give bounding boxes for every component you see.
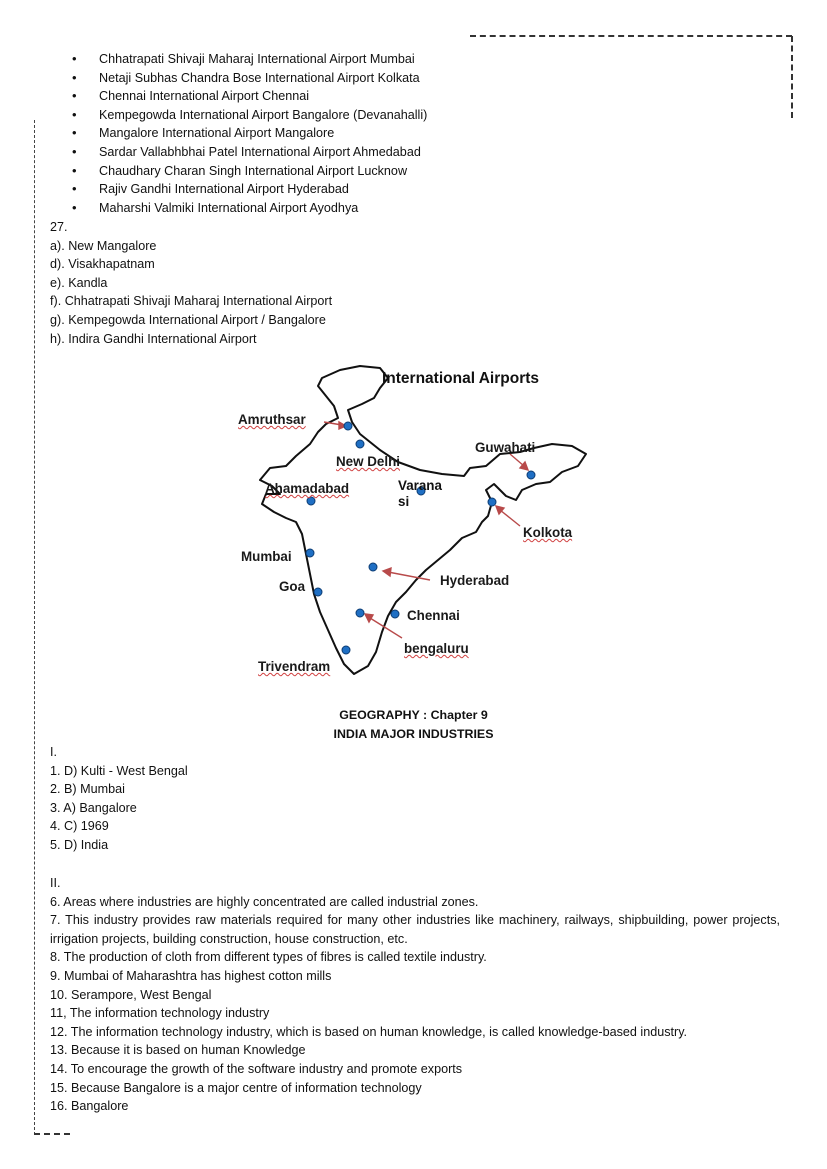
airports-bullet-list: [72, 50, 427, 217]
list-item: • Chhatrapati Shivaji Maharaj International Airport Mumbai: [72, 50, 427, 69]
section-2-answers: [50, 874, 780, 1116]
label-guwahati: Guwahati: [475, 440, 536, 455]
marker-amrutsar: [344, 422, 352, 430]
label-varanasi: Varana si: [398, 478, 442, 509]
answer-line: 4. C) 1969: [50, 819, 109, 834]
list-item: • Netaji Subhas Chandra Bose International Airport Kolkata: [72, 69, 427, 88]
answer-line: a). New Mangalore: [50, 238, 157, 253]
arrowhead-bengaluru: [365, 614, 373, 622]
list-item: • Sardar Vallabhbhai Patel International Airport Ahmedabad: [72, 143, 427, 162]
marker-mumbai: [306, 549, 314, 557]
question-number: 27.: [50, 220, 68, 234]
answer-line: 3. A) Bangalore: [50, 800, 137, 815]
label-mumbai: Mumbai: [241, 549, 292, 564]
answer-line: 7. This industry provides raw materials required for many other industries like machinery, railways, shipbuilding, power projects, irrigation projects, building construction, house construction, etc.: [50, 913, 780, 946]
label-chennai: Chennai: [407, 608, 460, 623]
answer-line: 16. Bangalore: [50, 1099, 129, 1114]
label-bengaluru: bengaluru: [404, 641, 469, 656]
label-kolkata: Kolkota: [523, 525, 573, 540]
page-border-bottom: [34, 1133, 70, 1135]
answer-line: h). Indira Gandhi International Airport: [50, 331, 257, 346]
arrowhead-hyderabad: [383, 568, 391, 576]
answer-line: 8. The production of cloth from different types of fibres is called textile industry.: [50, 950, 487, 965]
answer-line: 15. Because Bangalore is a major centre of information technology: [50, 1080, 422, 1095]
marker-goa: [314, 588, 322, 596]
marker-trivandrum: [342, 646, 350, 654]
marker-chennai: [391, 610, 399, 618]
india-airports-map: [230, 362, 600, 682]
label-trivandrum: Trivendram: [258, 659, 331, 674]
answer-line: d). Visakhapatnam: [50, 257, 155, 272]
marker-ahmedabad: [307, 497, 315, 505]
answer-line: 12. The information technology industry, which is based on human knowledge, is called knowledge-based industry.: [50, 1024, 688, 1039]
label-ahmedabad: Ahamadabad: [265, 481, 350, 496]
q27-answers: [50, 218, 332, 348]
marker-hyderabad: [369, 563, 377, 571]
label-new-delhi: New Delhi: [336, 454, 400, 469]
answer-line: 11, The information technology industry: [50, 1006, 270, 1021]
india-outline: [260, 366, 586, 674]
list-item: • Chennai International Airport Chennai: [72, 87, 427, 106]
answer-line: 6. Areas where industries are highly concentrated are called industrial zones.: [50, 894, 479, 909]
india-outline-svg: [230, 362, 600, 682]
list-item: • Kempegowda International Airport Bangalore (Devanahalli): [72, 106, 427, 125]
label-goa: Goa: [279, 579, 306, 594]
marker-new-delhi: [356, 440, 364, 448]
section-1-answers: [50, 743, 188, 855]
list-item: • Chaudhary Charan Singh International Airport Lucknow: [72, 162, 427, 181]
arrow-guwahati: [510, 454, 524, 466]
answer-line: f). Chhatrapati Shivaji Maharaj International Airport: [50, 294, 333, 309]
arrow-kolkata: [500, 510, 520, 526]
answer-line: 1. D) Kulti - West Bengal: [50, 763, 188, 778]
list-item: • Mangalore International Airport Mangalore: [72, 124, 427, 143]
answer-line: g). Kempegowda International Airport / Bangalore: [50, 312, 326, 327]
answer-line: 9. Mumbai of Maharashtra has highest cotton mills: [50, 968, 332, 983]
chapter-title: INDIA MAJOR INDUSTRIES: [333, 727, 494, 741]
answer-line: 14. To encourage the growth of the software industry and promote exports: [50, 1061, 463, 1076]
marker-bengaluru: [356, 609, 364, 617]
label-amrutsar: Amruthsar: [238, 412, 306, 427]
marker-guwahati: [527, 471, 535, 479]
answer-line: 10. Serampore, West Bengal: [50, 987, 212, 1002]
answer-line: 2. B) Mumbai: [50, 782, 125, 797]
answer-line: e). Kandla: [50, 275, 108, 290]
chapter-subject: GEOGRAPHY : Chapter 9: [339, 708, 488, 722]
label-hyderabad: Hyderabad: [440, 573, 510, 588]
answer-line: 5. D) India: [50, 837, 109, 852]
page-border-left: [34, 120, 35, 1135]
marker-kolkata: [488, 498, 496, 506]
page-border-top: [470, 35, 792, 37]
list-item: • Rajiv Gandhi International Airport Hyderabad: [72, 180, 427, 199]
section-heading: II.: [50, 876, 61, 890]
answer-line: 13. Because it is based on human Knowledge: [50, 1043, 306, 1058]
map-title: International Airports: [382, 370, 540, 387]
section-heading: I.: [50, 745, 57, 759]
list-item: • Maharshi Valmiki International Airport Ayodhya: [72, 199, 427, 218]
page-border-right: [791, 36, 793, 118]
